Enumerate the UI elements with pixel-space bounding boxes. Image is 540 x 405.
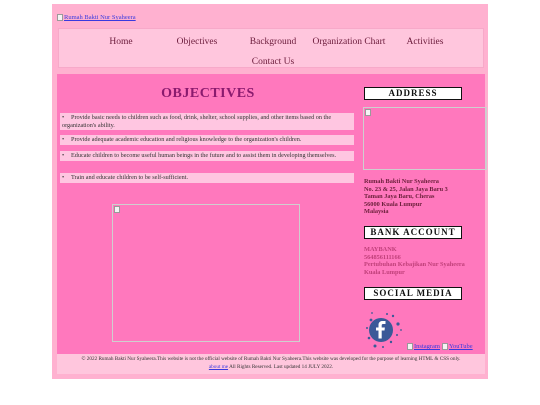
nav-item-organization-chart[interactable]: Organization Chart <box>312 37 386 47</box>
objective-text: Provide basic needs to children such as food, drink, shelter, school supplies, and other items based on the organization's ability. <box>62 114 332 129</box>
bank-line: MAYBANK <box>364 246 397 253</box>
youtube-link-label: YouTube <box>449 343 473 350</box>
nav-item-background[interactable]: Background <box>249 37 297 47</box>
objective-item <box>60 173 354 183</box>
broken-image-icon <box>114 206 120 213</box>
facebook-icon[interactable] <box>363 308 405 350</box>
objective-text: Educate children to become useful human beings in the future and to assist them in developing themselves. <box>71 152 337 159</box>
bullet-icon: • <box>62 136 65 143</box>
broken-image-icon <box>57 14 63 21</box>
bank-account-block <box>364 246 465 276</box>
bank-line: 564856111166 <box>364 253 401 261</box>
logo-alt-text: Rumah Bakti Nur Syaheera <box>64 14 136 21</box>
youtube-link[interactable] <box>442 343 473 350</box>
objective-text: Provide adequate academic education and religious knowledge to the organization's children. <box>71 136 302 143</box>
bullet-icon: • <box>62 174 65 181</box>
bank-account-heading: BANK ACCOUNT <box>364 226 462 239</box>
bullet-icon: • <box>62 152 65 159</box>
sidebar <box>359 74 485 354</box>
nav-item-objectives[interactable]: Objectives <box>176 37 218 47</box>
address-line: Malaysia <box>364 208 389 216</box>
main-content <box>57 74 359 354</box>
navigation-bar <box>58 28 484 68</box>
nav-item-activities[interactable]: Activities <box>406 37 444 47</box>
objectives-image <box>112 204 300 342</box>
social-links <box>407 343 473 350</box>
objective-item <box>60 151 354 161</box>
broken-image-icon <box>407 343 413 350</box>
instagram-link[interactable] <box>407 343 440 350</box>
objective-text: Train and educate children to be self-sufficient. <box>71 174 189 181</box>
footer-rights-text: All Rights Reserved. Last updated 14 JULY 2022. <box>229 364 334 370</box>
about-me-link[interactable]: about me <box>208 364 229 370</box>
nav-item-home[interactable]: Home <box>109 37 133 47</box>
address-block <box>364 178 448 216</box>
bank-line: Kuala Lumpur <box>364 268 405 276</box>
broken-image-icon <box>365 109 371 116</box>
social-media-heading: SOCIAL MEDIA <box>364 287 462 300</box>
address-line: Taman Jaya Baru, Cheras <box>364 193 435 201</box>
address-line: No. 23 & 25, Jalan Jaya Baru 3 <box>364 185 448 193</box>
footer-rights-line <box>57 363 485 371</box>
objective-item <box>60 113 354 130</box>
nav-item-contact-us[interactable]: Contact Us <box>251 57 295 67</box>
broken-image-icon <box>442 343 448 350</box>
bank-line: Pertubuhan Kebajikan Nur Syaheera <box>364 261 465 269</box>
page-container <box>52 4 488 379</box>
bullet-icon: • <box>62 114 65 121</box>
address-line: Rumah Bakti Nur Syaheera <box>364 178 439 185</box>
map-image <box>363 107 487 170</box>
address-line: 56000 Kuala Lumpur <box>364 200 423 208</box>
page-title: OBJECTIVES <box>161 86 255 101</box>
footer <box>57 354 485 374</box>
instagram-link-label: Instagram <box>414 343 440 350</box>
footer-copyright: © 2022 Rumah Bakti Nur Syaheera.This website is not the official website of Rumah Bakti Nur Syaheera.This website was developed for the purpose of learning HTML & CSS only. <box>81 356 461 362</box>
logo-link[interactable] <box>57 14 136 21</box>
objective-item <box>60 135 354 145</box>
address-heading: ADDRESS <box>364 87 462 100</box>
